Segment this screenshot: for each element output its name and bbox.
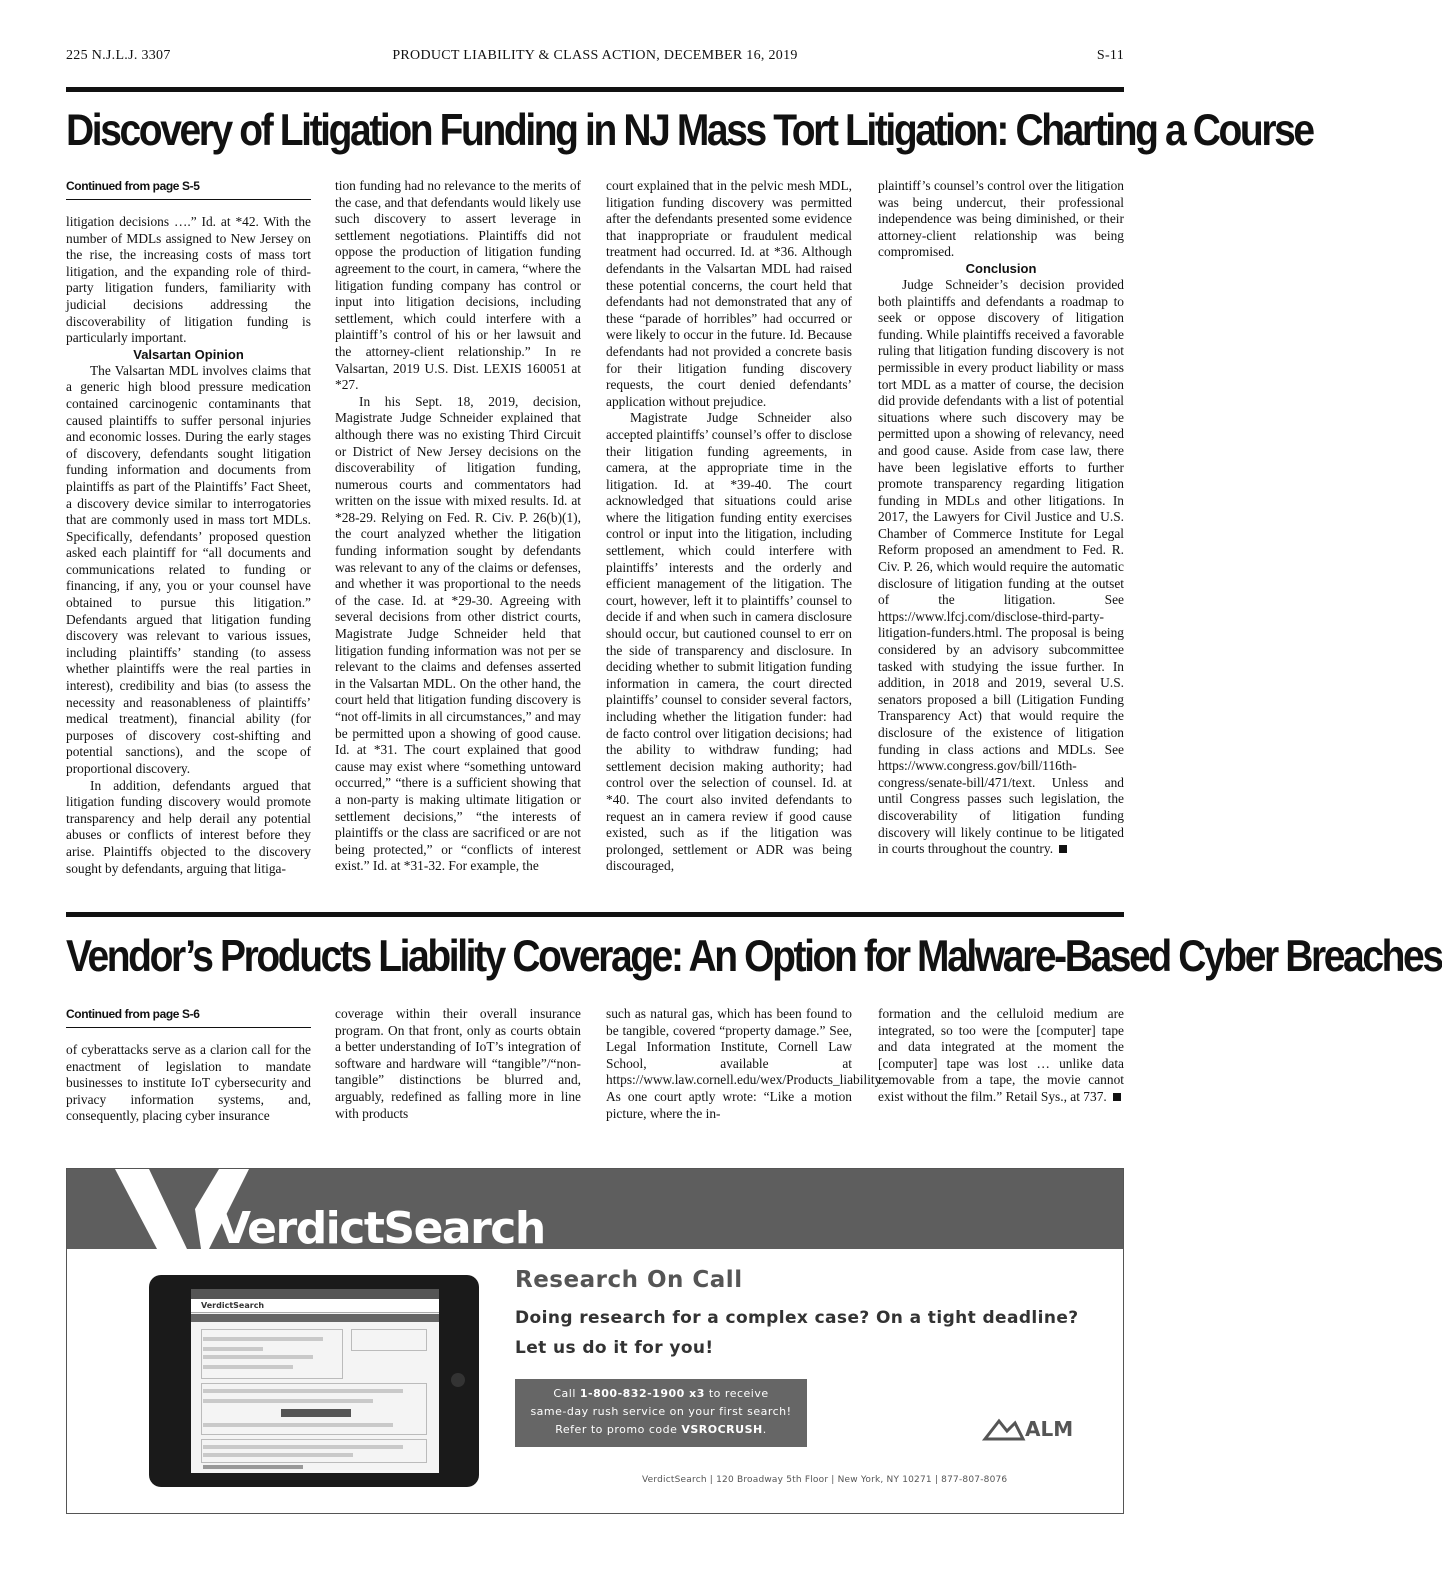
alm-logo-icon <box>985 1417 1023 1443</box>
paragraph: plaintiff’s counsel’s control over the litigation was being undercut, their professional independence was being diminished, or their attorney-client relationship was being compromised. <box>878 178 1124 260</box>
page-number: S-11 <box>1096 48 1124 63</box>
ad-call-box[interactable] <box>515 1379 807 1447</box>
continued-from-label: Continued from page S-5 <box>66 178 311 200</box>
section-title: PRODUCT LIABILITY & CLASS ACTION, DECEMBER 16, 2019 <box>392 48 798 63</box>
call-line-2: same-day rush service on your first search! <box>530 1405 792 1418</box>
article2-column-4 <box>878 1006 1124 1106</box>
top-rule <box>66 87 1124 92</box>
paragraph: such as natural gas, which has been found to be tangible, covered “property damage.” See, Legal Information Institute, Cornell Law School, available at https://www.law.cornell.edu/wex/Products_liability. As one court aptly wrote: “Like a motion picture, where the in- <box>606 1006 884 1121</box>
paragraph: The Valsartan MDL involves claims that a generic high blood pressure medication contained carcinogenic contaminants that caused plaintiffs to suffer personal injuries and economic losses. During the early stages of discovery, defendants sought litigation funding information and documents from plaintiffs as part of the Plaintiffs’ Fact Sheet, a discovery device similar to interrogatories that are commonly used in mass tort MDLs. Specifically, defendants’ proposed question asked each plaintiff for “all documents and communications related to funding or financing, if any, you or your counsel have obtained to pursue this litigation.” Defendants argued that litigation funding discovery was relevant to various issues, including plaintiffs’ standing (to assess whether plaintiffs were the real parties in interest), credibility and bias (to assess the necessity and reasonableness of plaintiffs’ medical treatment), financial ability (for purposes of discovery cost-shifting and potential sanctions), and the scope of proportional discovery. <box>66 362 311 776</box>
subhead-valsartan: Valsartan Opinion <box>133 346 244 362</box>
call-prefix: Call <box>553 1387 580 1400</box>
paragraph: formation and the celluloid medium are integrated, so too were the [computer] tape and data integrated at the moment the [computer] tape was lost … unlike data removable from a tape, the movie cannot exist without the film.” Retail Sys., at 737. <box>878 1006 1124 1104</box>
paragraph: Magistrate Judge Schneider also accepted plaintiffs’ counsel’s offer to disclose their litigation funding agreements, in camera, at the appropriate time in the litigation. Id. at *39-40. The court acknowledged that situations could arise where the litigation funding entity exercises control or input into the litigation, including settlement, which could interfere with plaintiffs’ interests and the orderly and efficient management of the litigation. The court, however, left it to plaintiffs’ counsel to decide if and when such in camera disclosure should occur, but cautioned counsel to err on the side of transparency and disclosure. In deciding whether to submit litigation funding information in camera, the court directed plaintiffs’ counsel to consider several factors, including whether the litigation funder: had de facto control over litigation decisions; had the ability to withdraw funding; had settlement decision making authority; had control over the selection of counsel. Id. at *40. The court also invited defendants to request an in camera review if good cause existed, such as if the litigation was prolonged, settlement or ADR was being discouraged, <box>606 410 852 874</box>
article2-headline: Vendor’s Products Liability Coverage: An Option for Malware-Based Cyber Breaches <box>66 932 1442 982</box>
article1-column-3 <box>606 178 852 875</box>
paragraph: In addition, defendants argued that litigation funding discovery would promote transparency and help derail any potential abuses or conflicts of interest before they arise. Plaintiffs objected to the discovery sought by defendants, arguing that litiga- <box>66 777 311 876</box>
article1-column-4 <box>878 178 1124 858</box>
call-suffix: to receive <box>704 1387 769 1400</box>
continued-from-label: Continued from page S-6 <box>66 1006 311 1028</box>
alm-logo-text: ALM <box>1025 1417 1074 1441</box>
ad-brand-name: VerdictSearch <box>217 1203 545 1254</box>
article2-column-2 <box>335 1006 581 1122</box>
section-rule <box>66 912 1124 917</box>
article1-column-1 <box>66 178 311 877</box>
paragraph: of cyberattacks serve as a clarion call for the enactment of legislation to mandate businesses to institute IoT cybersecurity and privacy information systems, and, consequently, placing cyber insurance <box>66 1042 311 1124</box>
paragraph: coverage within their overall insurance program. On that front, only as courts obtain a better understanding of IoT’s integration of software and hardware will “tangible”/“non-tangible” distinctions be blurred and, arguably, redefined as falling more in line with products <box>335 1006 581 1121</box>
ad-sub-line-2: Let us do it for you! <box>515 1338 714 1358</box>
citation: 225 N.J.L.J. 3307 <box>66 48 171 63</box>
paragraph: court explained that in the pelvic mesh MDL, litigation funding discovery was permitted after the defendants presented some evidence that inappropriate or fraudulent medical treatment had occurred. Id. at *36. Although defendants in the Valsartan MDL had raised these potential concerns, the court held that defendants had not demonstrated that any of these “parade of horribles” had occurred or were likely to occur in the future. Id. Because defendants had not provided a concrete basis for their litigation funding discovery requests, the court denied defendants’ application without prejudice. <box>606 178 852 409</box>
article1-headline: Discovery of Litigation Funding in NJ Mass Tort Litigation: Charting a Course <box>66 106 1313 156</box>
article2-column-1 <box>66 1006 311 1125</box>
tablet-illustration <box>149 1275 479 1487</box>
subhead-conclusion: Conclusion <box>965 260 1037 276</box>
paragraph: tion funding had no relevance to the merits of the case, and that defendants would likely use such discovery to assert leverage in settlement negotiations. Plaintiffs did not oppose the production of litigation funding agreement to the court, in camera, “where the litigation funding company has control or input into litigation decisions, including settlement, which could interfere with a plaintiff’s control of his or her lawsuit and the attorney-client relationship.” In re Valsartan, 2019 U.S. Dist. LEXIS 160051 at *27. <box>335 178 581 393</box>
running-head <box>66 48 1124 68</box>
tablet-screen <box>191 1289 439 1473</box>
ad-subheadline <box>515 1303 1079 1363</box>
verdictsearch-advertisement[interactable] <box>66 1168 1124 1514</box>
screen-brand: VerdictSearch <box>191 1299 439 1313</box>
end-of-article-icon <box>1059 845 1067 853</box>
end-of-article-icon <box>1113 1093 1121 1101</box>
paragraph: In his Sept. 18, 2019, decision, Magistrate Judge Schneider explained that although there was no existing Third Circuit or District of New Jersey decisions on the discoverability of litigation funding, numerous courts and commentators had written on the issue with mixed results. Id. at *28-29. Relying on Fed. R. Civ. P. 26(b)(1), the court analyzed whether the litigation funding information sought by defendants was relevant to any of the claims or defenses, and whether it was proportional to the needs of the case. Id. at *29-30. Agreeing with several decisions from other district courts, Magistrate Judge Schneider held that litigation funding information was not per se relevant to the claims and defenses asserted in the Valsartan MDL. On the other hand, the court held that litigation funding discovery is “not off-limits in all circumstances,” and may be permitted upon a showing of good cause. Id. at *31. The court explained that good cause may exist where “something untoward occurred,” “there is a sufficient showing that a non-party is making ultimate litigation or settlement decisions,” “the interests of plaintiffs or the class are sacrificed or are not being protected,” or “conflicts of interest exist.” Id. at *31-32. For example, the <box>335 393 581 874</box>
paragraph: litigation decisions ….” Id. at *42. With the number of MDLs assigned to New Jersey on the rise, the increasing costs of mass tort litigation, and the expanding role of third-party litigation funders, familiarity with judicial decisions addressing the discoverability of litigation funding is particularly important. <box>66 214 311 346</box>
promo-prefix: Refer to promo code <box>555 1423 682 1436</box>
article2-column-3 <box>606 1006 884 1122</box>
article1-column-2 <box>335 178 581 875</box>
phone-number[interactable]: 1-800-832-1900 x3 <box>579 1387 705 1400</box>
promo-code: VSROCRUSH <box>681 1423 763 1436</box>
paragraph: Judge Schneider’s decision provided both plaintiffs and defendants a roadmap to seek or oppose discovery of litigation funding. While plaintiffs received a favorable ruling that litigation funding discovery is not permissible in every product liability or mass tort MDL as a matter of course, the decision did provide defendants with a list of potential situations where such discovery may be permitted upon a showing of relevancy, need and good cause. Aside from case law, there have been legislative efforts to further promote transparency regarding litigation funding in MDLs and other litigations. In 2017, the Lawyers for Civil Justice and U.S. Chamber of Commerce Institute for Legal Reform proposed an amendment to Fed. R. Civ. P. 26, which would require the automatic disclosure of litigation funding at the outset of the litigation. See https://www.lfcj.com/disclose-third-party-litigation-funders.html. The proposal is being considered by an advisory subcommittee tasked with studying the issue further. In addition, in 2018 and 2019, several U.S. senators proposed a bill (Litigation Funding Transparency Act) that would require the disclosure of the existence of litigation funding in class actions and MDLs. See https://www.congress.gov/bill/116th-congress/senate-bill/471/text. Unless and until Congress passes such legislation, the discoverability of litigation funding discovery will likely continue to be litigated in courts throughout the country. <box>878 276 1124 857</box>
tablet-home-button-icon <box>451 1373 465 1387</box>
promo-suffix: . <box>762 1423 767 1436</box>
ad-headline: Research On Call <box>515 1267 743 1293</box>
ad-sub-line-1: Doing research for a complex case? On a tight deadline? <box>515 1308 1079 1328</box>
ad-footer-address: VerdictSearch | 120 Broadway 5th Floor | New York, NY 10271 | 877-807-8076 <box>642 1475 1008 1485</box>
